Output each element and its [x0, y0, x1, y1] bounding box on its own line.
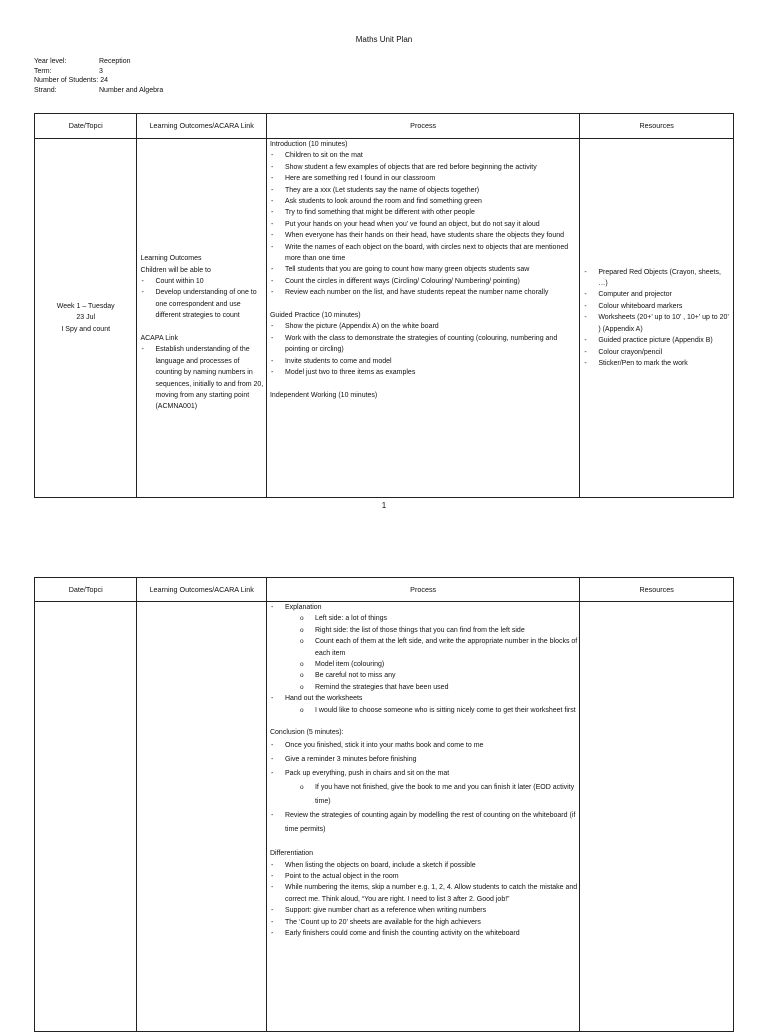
process-cell — [266, 602, 579, 1032]
header-date-topic: Date/Topci — [35, 114, 137, 139]
list-item: - Children to sit on the mat — [270, 150, 577, 161]
list-item: o Model item (colouring) — [300, 659, 577, 670]
unit-meta — [34, 57, 163, 95]
handout-list — [285, 705, 577, 716]
header-process: Process — [266, 578, 579, 602]
explanation-section — [270, 602, 577, 716]
list-item: - When everyone has their hands on their head, have students share the objects they found — [270, 230, 577, 241]
list-item: - Colour whiteboard markers — [583, 301, 731, 312]
learning-outcomes-cell — [137, 139, 267, 498]
header-date-topic: Date/Topci — [35, 578, 137, 602]
lo-title: Learning Outcomes — [140, 255, 202, 263]
header-learning-outcomes: Learning Outcomes/ACARA Link — [137, 114, 267, 139]
learning-outcomes-cell — [137, 602, 267, 1032]
differentiation-title: Differentiation — [269, 850, 314, 858]
list-item: - Here are something red I found in our classroom — [270, 173, 577, 184]
table-header-row — [35, 114, 734, 139]
list-item: o Count each of them at the left side, and write the appropriate number in the blocks of each item — [300, 636, 577, 659]
resources-cell — [580, 139, 734, 498]
list-item: - Prepared Red Objects (Crayon, sheets, …) — [583, 267, 731, 290]
list-item: - Count within 10 — [140, 276, 264, 287]
date-topic-cell: Week 1 – Tuesday 23 Jul I Spy and count — [35, 139, 137, 498]
list-item: - Tell students that you are going to count how many green objects students saw — [270, 264, 577, 275]
list-item: o Be careful not to miss any — [300, 670, 577, 681]
meta-students: Number of Students: 24 — [34, 77, 108, 85]
list-item: - Worksheets (20+’ up to 10’ , 10+’ up to 20’ ) (Appendix A) — [583, 312, 731, 335]
header-resources: Resources — [580, 578, 734, 602]
list-item: - Give a reminder 3 minutes before finishing — [270, 753, 577, 767]
header-learning-outcomes: Learning Outcomes/ACARA Link — [137, 578, 267, 602]
list-item: - Colour crayon/pencil — [583, 347, 731, 358]
unit-plan-table-page-1 — [34, 113, 734, 498]
list-item: - Work with the class to demonstrate the strategies of counting (colouring, numbering and pointing or circling) — [270, 333, 577, 356]
list-item: o Right side: the list of those things that you can find from the left side — [300, 625, 577, 636]
acara-title: ACAPA Link — [140, 334, 179, 342]
resources-cell — [580, 602, 734, 1032]
list-item: - Point to the actual object in the room — [270, 871, 577, 882]
list-item: - Review each number on the list, and have students repeat the number name chorally — [270, 287, 577, 298]
list-item: o If you have not finished, give the book to me and you can finish it later (EOD activity time) — [300, 781, 577, 809]
list-item: - Put your hands on your head when you’ ve found an object, but do not say it aloud — [270, 219, 577, 230]
list-item: - Once you finished, stick it into your maths book and come to me — [270, 739, 577, 753]
differentiation-list — [270, 860, 577, 940]
list-item: - Computer and projector — [583, 289, 731, 300]
list-item: - Show the picture (Appendix A) on the white board — [270, 321, 577, 332]
explanation-list — [285, 613, 577, 693]
guided-practice-title: Guided Practice (10 minutes) — [269, 312, 361, 320]
list-item: - Model just two to three items as examples — [270, 367, 577, 378]
header-resources: Resources — [580, 114, 734, 139]
handout-title: Hand out the worksheets — [284, 695, 363, 703]
meta-strand: Strand: Number and Algebra — [34, 86, 164, 94]
list-item: - Early finishers could come and finish the counting activity on the whiteboard — [270, 928, 577, 939]
list-item: - Review the strategies of counting again by modelling the rest of counting on the whiteboard (if time permits) — [270, 809, 577, 837]
list-item: - Develop understanding of one to one correspondent and use different strategies to count — [140, 287, 264, 321]
conclusion-list — [270, 739, 577, 837]
acara-list — [140, 344, 264, 412]
list-item: - Establish understanding of the language and processes of counting by naming numbers in sequences, initially to and from 20, moving from any starting point (ACMNA001) — [140, 344, 264, 412]
lo-list — [140, 276, 264, 322]
list-item: - Count the circles in different ways (Circling/ Colouring/ Numbering/ pointing) — [270, 276, 577, 287]
list-item: - Support: give number chart as a reference when writing numbers — [270, 905, 577, 916]
date-topic-cell — [35, 602, 137, 1032]
introduction-list — [270, 150, 577, 298]
list-item: - Show student a few examples of objects that are red before beginning the activity — [270, 162, 577, 173]
page-number: 1 — [381, 501, 387, 510]
list-item: o I would like to choose someone who is sitting nicely come to get their worksheet first — [300, 705, 577, 716]
lo-intro: Children will be able to — [140, 266, 211, 274]
table-row — [35, 139, 734, 498]
table-row — [35, 602, 734, 1032]
independent-working-title: Independent Working (10 minutes) — [269, 391, 378, 399]
list-item: - The ‘Count up to 20’ sheets are available for the high achievers — [270, 917, 577, 928]
list-item: - Sticker/Pen to mark the work — [583, 358, 731, 369]
conclusion-sub-list — [285, 781, 577, 809]
unit-plan-table-page-2 — [34, 577, 734, 1032]
meta-year-level: Year level: Reception — [34, 58, 131, 65]
list-item — [270, 693, 577, 716]
conclusion-title: Conclusion (5 minutes): — [269, 729, 344, 737]
list-item: - Pack up everything, push in chairs and sit on the mat o If you have not finished, give the book to me and you can finish it later (EOD activity time) — [270, 767, 577, 809]
list-item: o Remind the strategies that have been used — [300, 682, 577, 693]
meta-term: Term: 3 — [34, 67, 103, 75]
resources-list — [583, 267, 731, 370]
list-item: - Ask students to look around the room and find something green — [270, 196, 577, 207]
guided-practice-list — [270, 321, 577, 378]
introduction-title: Introduction (10 minutes) — [269, 141, 348, 148]
list-item: - When listing the objects on board, include a sketch if possible — [270, 860, 577, 871]
explanation-title: Explanation — [284, 604, 322, 611]
list-item: - Invite students to come and model — [270, 356, 577, 367]
document-title: Maths Unit Plan — [355, 35, 413, 44]
list-item: - They are a xxx (Let students say the name of objects together) — [270, 185, 577, 196]
header-process: Process — [266, 114, 579, 139]
table-header-row — [35, 578, 734, 602]
list-item: - While numbering the items, skip a number e.g. 1, 2, 4. Allow students to catch the mistake and correct me. Think aloud, “You are right. I need to list 3 after 2. Good job!” — [270, 882, 577, 905]
list-item: o Left side: a lot of things — [300, 613, 577, 624]
process-cell — [266, 139, 579, 498]
list-item: - Write the names of each object on the board, with circles next to objects that are mentioned more than one time — [270, 242, 577, 265]
list-item: - Guided practice picture (Appendix B) — [583, 335, 731, 346]
list-item — [270, 602, 577, 693]
list-item: - Try to find something that might be different with other people — [270, 207, 577, 218]
